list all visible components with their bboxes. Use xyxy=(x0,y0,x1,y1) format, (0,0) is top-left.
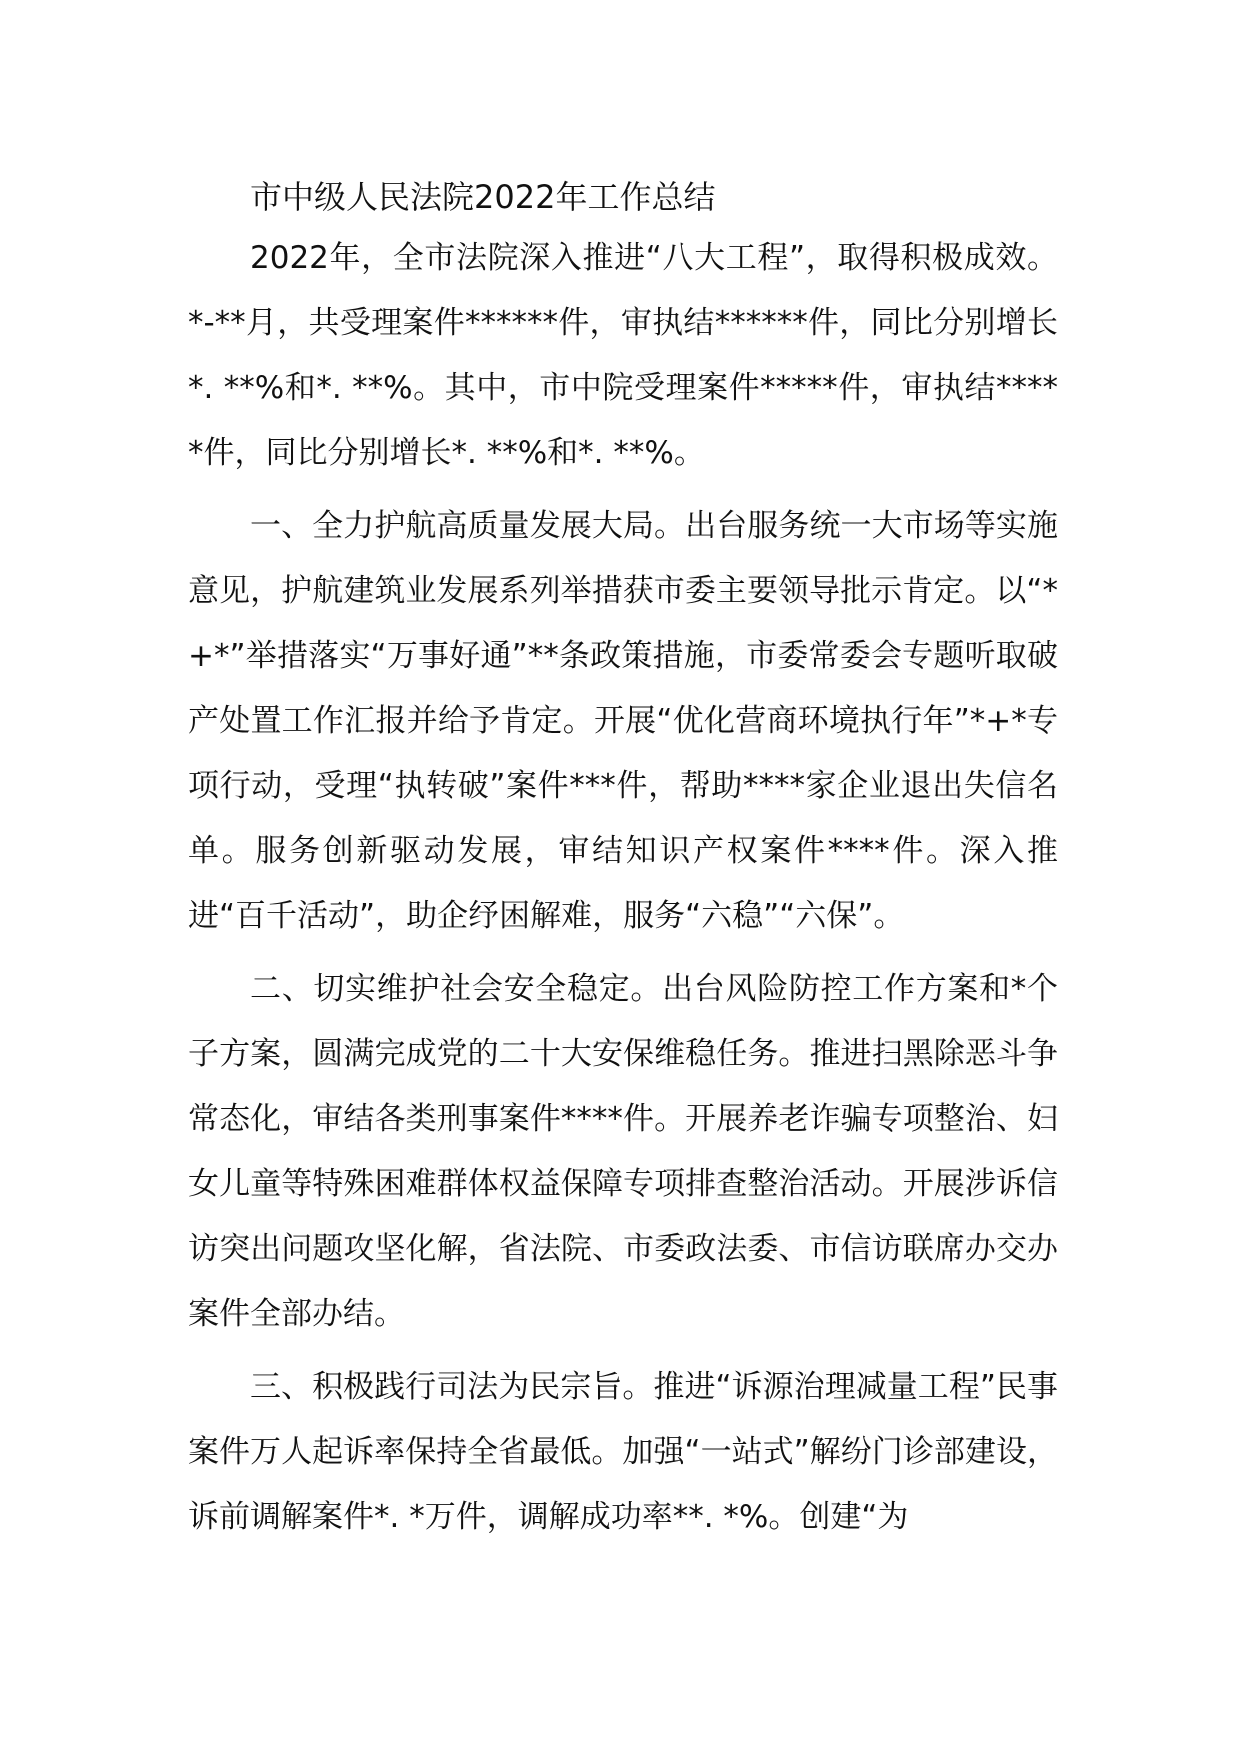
paragraph-section-3: 三、积极践行司法为民宗旨。推进“诉源治理减量工程”民事案件万人起诉率保持全省最低。加强“一站式”解纷门诊部建设，诉前调解案件*. *万件，调解成功率**. *%。创建“为 xyxy=(188,1369,1058,1535)
document-body xyxy=(188,168,1058,1558)
paragraph-intro: 2022年，全市法院深入推进“八大工程”，取得积极成效。*-**月，共受理案件******件，审执结******件，同比分别增长*. **%和*. **%。其中，市中院受理案件*****件，审执结*****件，同比分别增长*. **%和*. **%。 xyxy=(188,240,1058,471)
paragraph-section-2: 二、切实维护社会安全稳定。出台风险防控工作方案和*个子方案，圆满完成党的二十大安保维稳任务。推进扫黑除恶斗争常态化，审结各类刑事案件****件。开展养老诈骗专项整治、妇女儿童等特殊困难群体权益保障专项排查整治活动。开展涉诉信访突出问题攻坚化解，省法院、市委政法委、市信访联席办交办案件全部办结。 xyxy=(188,971,1058,1332)
document-title: 市中级人民法院2022年工作总结 xyxy=(250,178,716,216)
paragraph-section-1: 一、全力护航高质量发展大局。出台服务统一大市场等实施意见，护航建筑业发展系列举措获市委主要领导批示肯定。以“*+*”举措落实“万事好通”**条政策措施，市委常委会专题听取破产处置工作汇报并给予肯定。开展“优化营商环境执行年”*+*专项行动，受理“执转破”案件***件，帮助****家企业退出失信名单。服务创新驱动发展，审结知识产权案件****件。深入推进“百千活动”，助企纾困解难，服务“六稳”“六保”。 xyxy=(188,508,1058,934)
